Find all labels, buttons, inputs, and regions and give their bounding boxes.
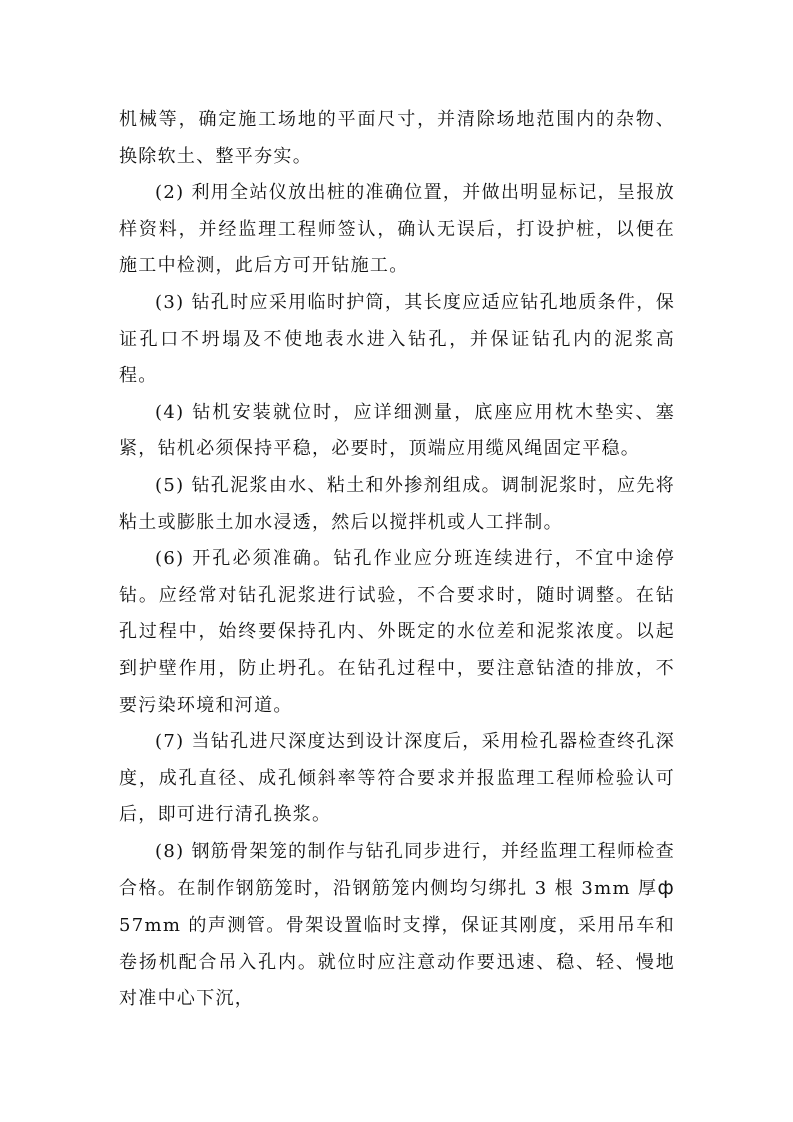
phi-symbol: ф bbox=[657, 877, 675, 900]
paragraph-8 bbox=[119, 834, 675, 1018]
paragraph-6: (6) 开孔必须准确。钻孔作业应分班连续进行，不宜中途停钻。应经常对钻孔泥浆进行试验，不合要求时，随时调整。在钻孔过程中，始终要保持孔内、外既定的水位差和泥浆浓度。以起到护壁作用，防止坍孔。在钻孔过程中，要注意钻渣的排放，不要污染环境和河道。 bbox=[119, 548, 675, 716]
paragraph-5: (5) 钻孔泥浆由水、粘土和外掺剂组成。调制泥浆时，应先将粘土或膨胀土加水浸透，然后以搅拌机或人工拌制。 bbox=[119, 474, 675, 533]
paragraph-2: (2) 利用全站仪放出桩的准确位置，并做出明显标记，呈报放样资料，并经监理工程师签认，确认无误后，打设护桩，以便在施工中检测，此后方可开钻施工。 bbox=[119, 182, 675, 277]
paragraph-3: (3) 钻孔时应采用临时护筒，其长度应适应钻孔地质条件，保证孔口不坍塌及不使地表水进入钻孔，并保证钻孔内的泥浆高程。 bbox=[119, 291, 675, 387]
paragraph-continuation: 机械等，确定施工场地的平面尺寸，并清除场地范围内的杂物、换除软土、整平夯实。 bbox=[119, 109, 675, 167]
paragraph-8-part-b: 57mm 的声测管。骨架设置临时支撑，保证其刚度，采用吊车和卷扬机配合吊入孔内。就位时应注意动作要迅速、稳、轻、慢地对准中心下沉， bbox=[119, 915, 675, 1010]
paragraph-4: (4) 钻机安装就位时，应详细测量，底座应用枕木垫实、塞紧，钻机必须保持平稳，必要时，顶端应用缆风绳固定平稳。 bbox=[119, 401, 675, 460]
paragraph-7: (7) 当钻孔进尺深度达到设计深度后，采用检孔器检查终孔深度，成孔直径、成孔倾斜率等符合要求并报监理工程师检验认可后，即可进行清孔换浆。 bbox=[119, 731, 675, 826]
paragraph-8-part-a: (8) 钢筋骨架笼的制作与钻孔同步进行，并经监理工程师检查合格。在制作钢筋笼时，沿钢筋笼内侧均匀绑扎 3 根 3mm 厚 bbox=[119, 840, 675, 900]
document-page bbox=[119, 102, 675, 1018]
